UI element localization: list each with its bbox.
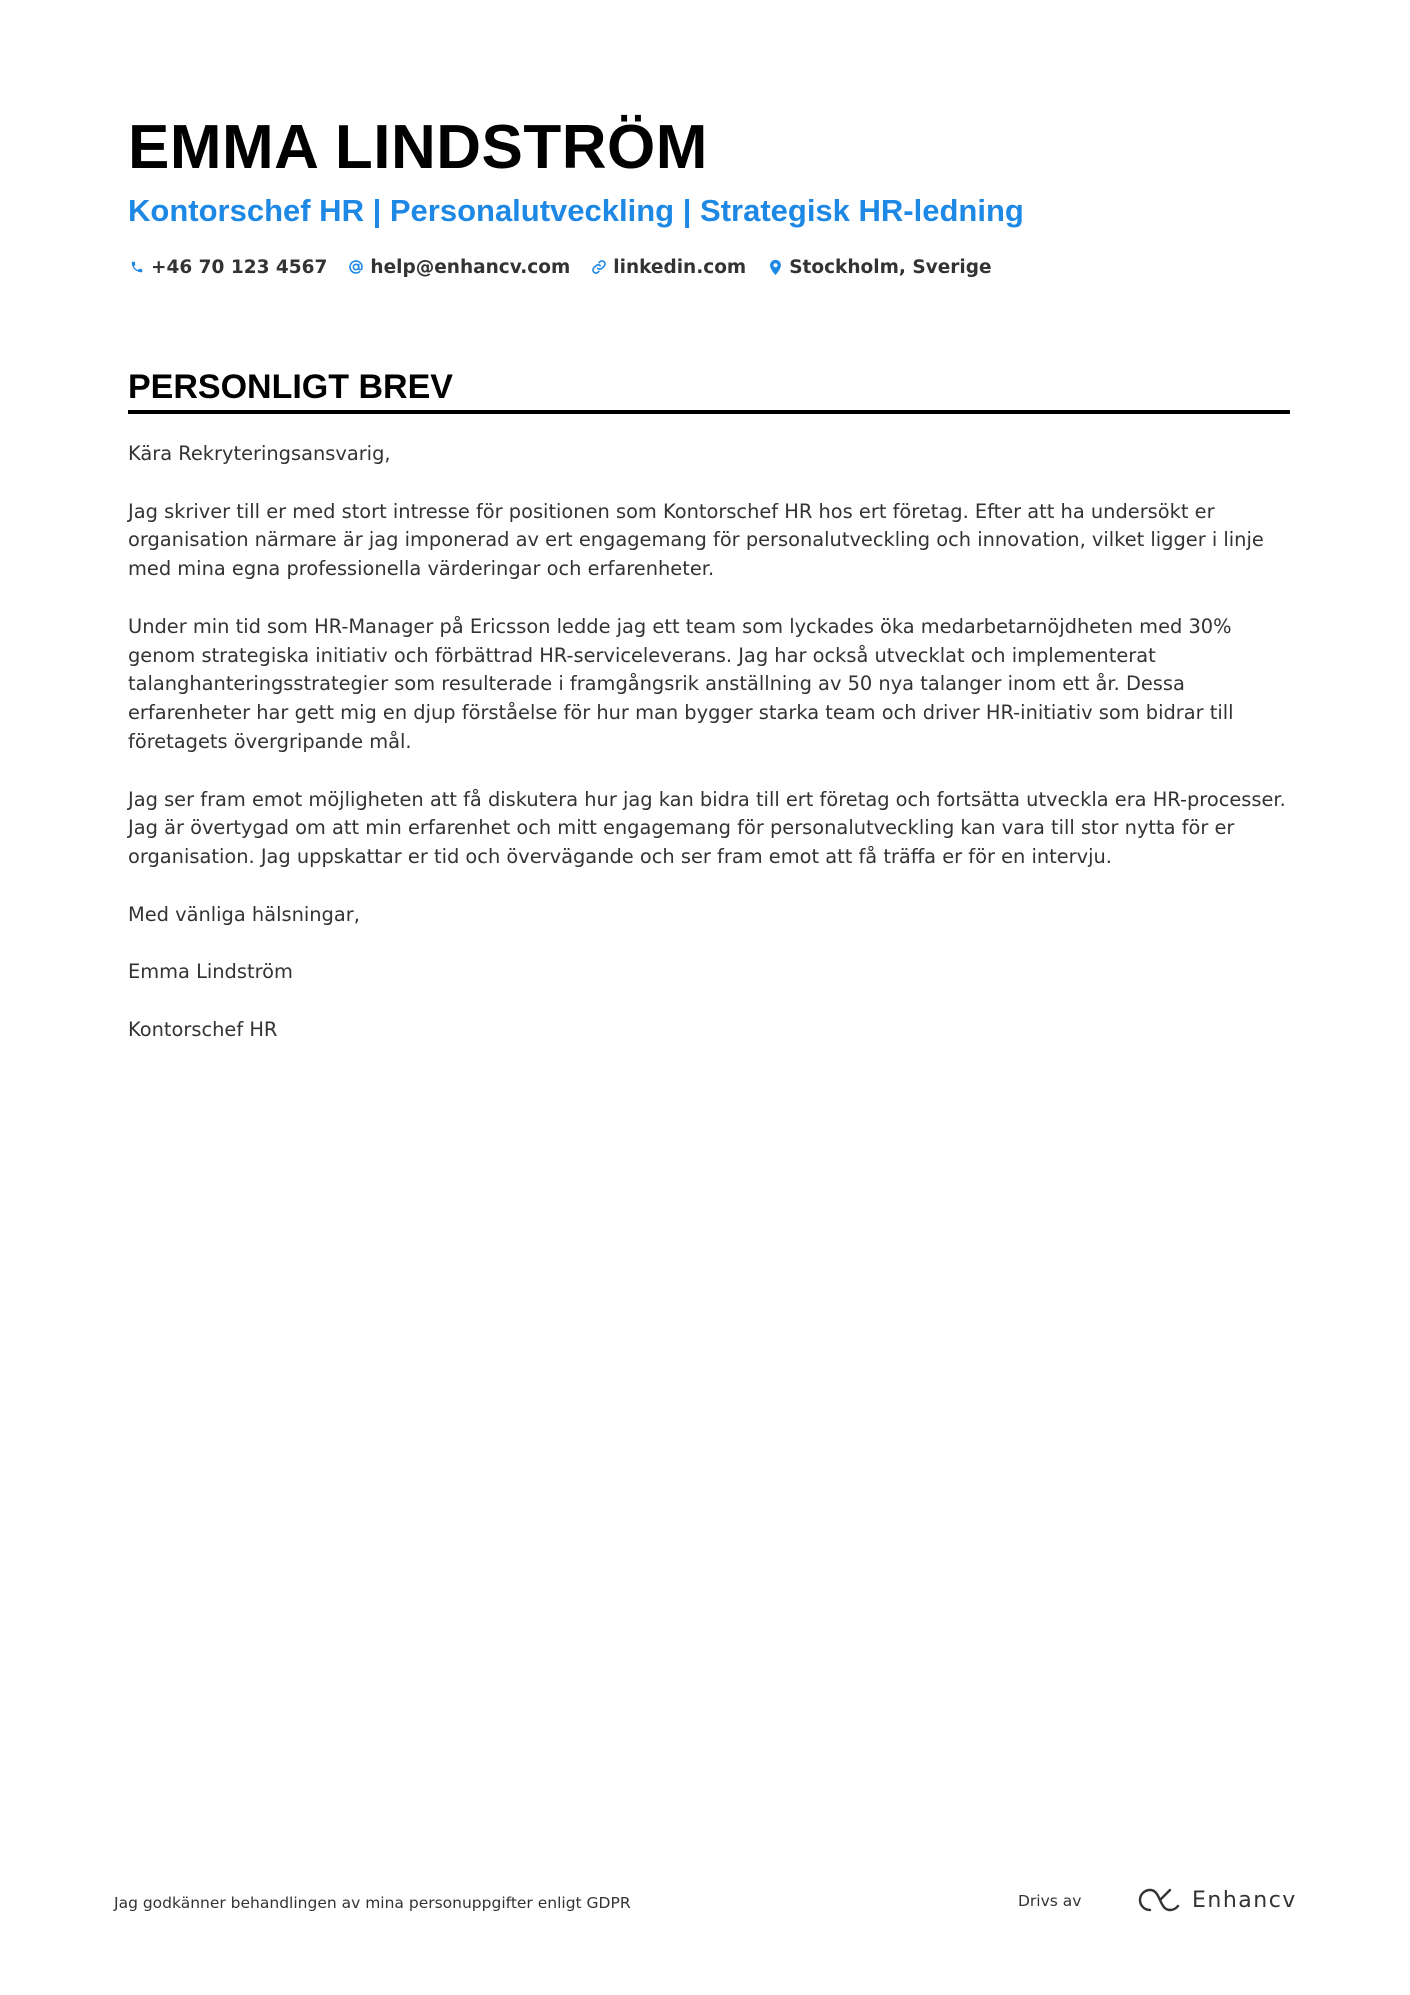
contact-email-text: help@enhancv.com xyxy=(370,256,571,278)
letter-body xyxy=(128,440,1296,1074)
letter-greeting: Kära Rekryteringsansvarig, xyxy=(128,442,391,465)
signature-title: Kontorschef HR xyxy=(128,1017,278,1041)
section-divider xyxy=(128,410,1290,414)
contact-email[interactable] xyxy=(347,257,570,278)
powered-by-label: Drivs av xyxy=(1018,1892,1082,1910)
contact-location-text: Stockholm, Sverige xyxy=(789,256,992,278)
letter-paragraph: Jag ser fram emot möjligheten att få diskutera hur jag kan bidra till ert företag och fortsätta utveckla era HR-processer. Jag är övertygad om att min erfarenhet och mitt engagemang för personalutveckling kan vara till stor nytta för er organisation. Jag uppskattar er tid och övervägande och ser fram emot att få träffa er för en intervju. xyxy=(128,787,1286,869)
location-pin-icon xyxy=(766,257,784,277)
contact-phone[interactable] xyxy=(128,257,327,278)
contact-row xyxy=(128,252,1012,282)
enhancv-logo-icon xyxy=(1136,1886,1184,1914)
contact-linkedin[interactable] xyxy=(590,257,746,278)
contact-phone-text: +46 70 123 4567 xyxy=(151,256,328,278)
letter-paragraph: Under min tid som HR-Manager på Ericsson ledde jag ett team som lyckades öka medarbetarnöjdheten med 30% genom strategiska initiativ och förbättrad HR-serviceleverans. Jag har också utvecklat och implementerat talanghanteringsstrategier som resulterade i framgångsrik anställning av 50 nya talanger inom ett år. Dessa erfarenheter har gett mig en djup förståelse för hur man bygger starka team och driver HR-initiativ som bidrar till företagets övergripande mål. xyxy=(128,614,1234,753)
candidate-headline: Kontorschef HR | Personalutveckling | Strategisk HR-ledning xyxy=(128,193,1024,228)
contact-linkedin-text: linkedin.com xyxy=(613,256,747,278)
link-icon xyxy=(590,257,608,277)
at-sign-icon xyxy=(347,257,365,277)
enhancv-brand-name: Enhancv xyxy=(1192,1887,1297,1913)
candidate-name: EMMA LINDSTRÖM xyxy=(128,113,708,182)
letter-paragraph: Jag skriver till er med stort intresse för positionen som Kontorschef HR hos ert företag. Efter att ha undersökt er organisation närmare är jag imponerad av ert engagemang för personalutveckling och innovation, vilket ligger i linje med mina egna professionella värderingar och erfarenheter. xyxy=(128,499,1264,581)
section-title: PERSONLIGT BREV xyxy=(128,368,453,406)
letter-closing: Med vänliga hälsningar, xyxy=(128,902,360,926)
phone-icon xyxy=(128,257,146,277)
gdpr-consent-text: Jag godkänner behandlingen av mina personuppgifter enligt GDPR xyxy=(114,1894,631,1912)
enhancv-brand-link[interactable] xyxy=(1136,1880,1297,1920)
contact-location xyxy=(766,257,991,278)
signature-name: Emma Lindström xyxy=(128,960,293,984)
